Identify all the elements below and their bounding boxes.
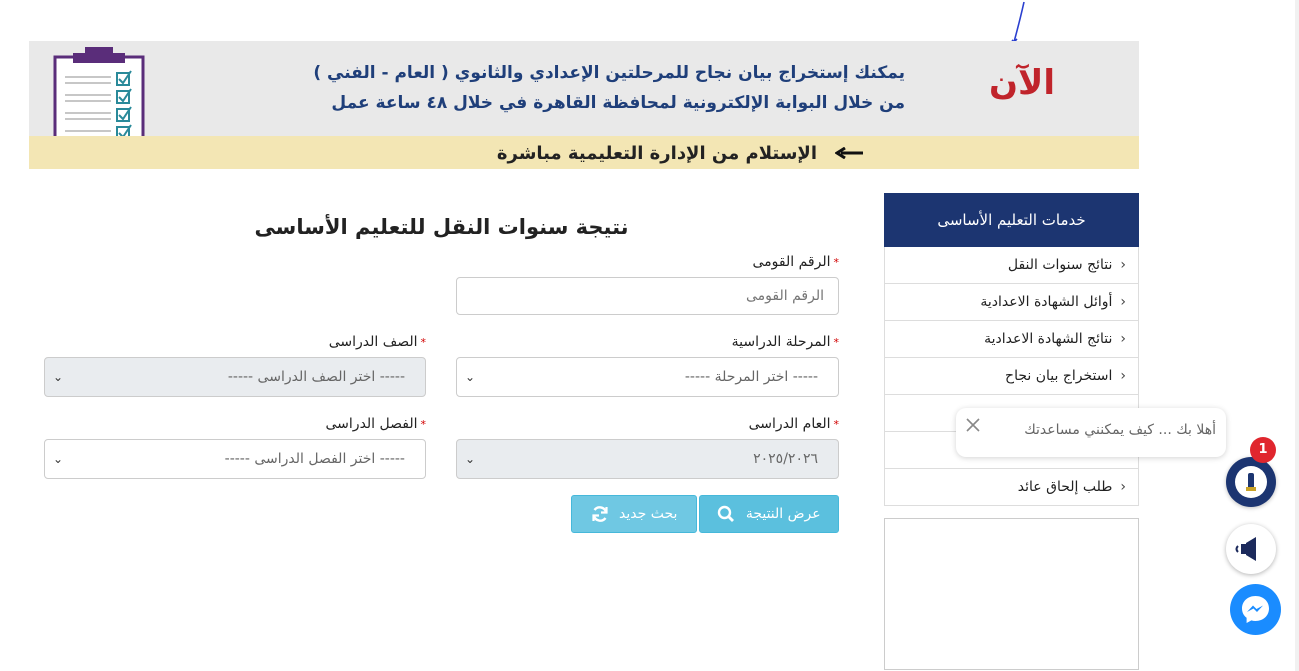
chevron-left-icon: ‹	[1120, 368, 1126, 384]
banner-line-2: من خلال البوابة الإلكترونية لمحافظة القاهرة في خلال ٤٨ ساعة عمل	[331, 93, 905, 113]
chevron-down-icon: ⌄	[465, 452, 476, 466]
new-search-label: بحث جديد	[619, 506, 678, 522]
banner-now-label: الآن	[989, 63, 1055, 103]
chevron-left-icon: ‹	[1120, 257, 1126, 273]
chevron-down-icon: ⌄	[53, 452, 64, 466]
refresh-icon	[591, 505, 609, 523]
stage-select[interactable]	[456, 357, 839, 397]
messenger-icon	[1230, 584, 1281, 635]
national-id-label: *الرقم القومى	[752, 254, 839, 270]
page-scrollbar[interactable]	[1295, 0, 1299, 671]
year-select-value: ٢٠٢٥/٢٠٢٦	[753, 451, 818, 467]
required-mark: *	[833, 418, 839, 431]
chat-greeting-text: أهلا بك ... كيف يمكنني مساعدتك	[1024, 422, 1216, 438]
chat-avatar-button[interactable]	[1226, 457, 1276, 507]
chevron-left-icon: ‹	[1120, 331, 1126, 347]
close-icon[interactable]	[966, 418, 980, 432]
sidebar-item-label: طلب إلحاق عائد	[1017, 479, 1113, 495]
grade-select-value: ----- اختر الصف الدراسى -----	[227, 369, 405, 385]
sidebar-item-transfer-results[interactable]	[884, 247, 1139, 284]
chatbot-logo-icon	[1226, 457, 1276, 507]
sidebar-item-success-statement[interactable]	[884, 358, 1139, 395]
sidebar-header: خدمات التعليم الأساسى	[884, 193, 1139, 247]
sidebar-list	[884, 247, 1139, 506]
chevron-left-icon: ‹	[1120, 294, 1126, 310]
required-mark: *	[420, 418, 426, 431]
new-search-button[interactable]	[571, 495, 697, 533]
sidebar-item-label: نتائج الشهادة الاعدادية	[984, 331, 1113, 347]
promo-banner[interactable]	[29, 41, 1139, 169]
arrow-left-icon	[835, 147, 863, 159]
year-select[interactable]	[456, 439, 839, 479]
stage-select-value: ----- اختر المرحلة -----	[684, 369, 818, 385]
messenger-button[interactable]	[1230, 584, 1281, 635]
national-id-input[interactable]	[456, 277, 839, 315]
banner-strip-text: الإستلام من الإدارة التعليمية مباشرة	[496, 143, 817, 164]
search-icon	[717, 505, 735, 523]
required-mark: *	[833, 336, 839, 349]
notification-badge: 1	[1250, 437, 1276, 463]
banner-line-1: يمكنك إستخراج بيان نجاح للمرحلتين الإعدادي والثانوي ( العام - الفني )	[313, 63, 905, 83]
grade-select[interactable]	[44, 357, 426, 397]
sidebar-item-prep-results[interactable]	[884, 321, 1139, 358]
year-label: *العام الدراسى	[748, 416, 839, 432]
sidebar-item-returnee-enrollment[interactable]	[884, 469, 1139, 506]
speaker-icon	[1226, 524, 1276, 574]
required-mark: *	[420, 336, 426, 349]
sidebar-item-label: أوائل الشهادة الاعدادية	[980, 294, 1113, 310]
sidebar-empty-box	[884, 518, 1139, 670]
sidebar-item-label: نتائج سنوات النقل	[1007, 257, 1113, 273]
speaker-button[interactable]	[1226, 524, 1276, 574]
grade-label: *الصف الدراسى	[328, 334, 426, 350]
chevron-left-icon: ‹	[1120, 479, 1126, 495]
chevron-down-icon: ⌄	[465, 370, 476, 384]
term-select[interactable]	[44, 439, 426, 479]
show-result-label: عرض النتيجة	[745, 506, 821, 522]
term-label: *الفصل الدراسى	[325, 416, 426, 432]
chat-greeting-bubble[interactable]	[956, 408, 1226, 457]
term-select-value: ----- اختر الفصل الدراسى -----	[224, 451, 405, 467]
sidebar-item-prep-top-students[interactable]	[884, 284, 1139, 321]
sidebar-item-label: استخراج بيان نجاح	[1005, 368, 1113, 384]
stage-label: *المرحلة الدراسية	[731, 334, 839, 350]
page-title: نتيجة سنوات النقل للتعليم الأساسى	[254, 215, 629, 239]
show-result-button[interactable]	[699, 495, 839, 533]
required-mark: *	[833, 256, 839, 269]
chevron-down-icon: ⌄	[53, 370, 64, 384]
